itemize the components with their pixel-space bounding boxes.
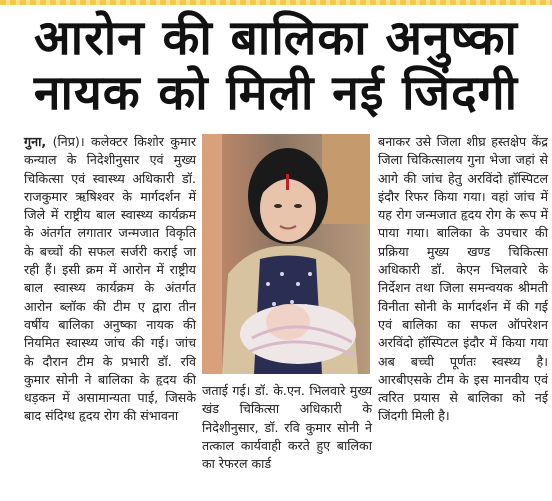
article-column-2: जताई गई। डॉ. के.एन. भिलवारे मुख्य खंड चिकित्सा अधिकारी के निदेशीनुसार, डॉ. रवि कुमार सोनी ने तत्काल कार्यवाही करते हुए बालिका का रेफरल कार्ड <box>202 383 372 472</box>
dateline-source: (निप्र)। <box>52 134 85 149</box>
article-column-3: बनाकर उसे जिला शीघ्र हस्तक्षेप केंद्र जिला चिकित्सालय गुना भेजा जहां से आगे की जांच हेतु अरविंदो हॉस्पिटल इंदौर रिफर किया गया। वहां जांच में यह रोग जन्मजात हृदय रोग के रूप में पाया गया। बालिका के उपचार की प्रक्रिया मुख्य खण्ड चिकित्सा अधिकारी डॉ. केएन भिलवारे के निर्देशन तथा जिला समन्वयक श्रीमती विनीता सोनी के मार्गदर्शन में की गई एवं बालिका का सफल ऑपरेशन अरविंदो हॉस्पिटल इंदौर में किया गया अब बच्ची पूर्णतः स्वस्थ्य है। आरबीएसके टीम के इस मानवीय एवं त्वरित प्रयास से बालिका को नई जिंदगी मिली है। <box>378 134 548 424</box>
top-decorative-strip <box>0 0 552 5</box>
column-1-text: कलेक्टर किशोर कुमार कन्याल के निदेशीनुसार एवं मुख्य चिकित्सा एवं स्वास्थ्य अधिकारी डॉ. राजकुमार ऋषिश्वर के मार्गदर्शन में जिले में राष्ट्रीय बाल स्वास्थ्य कार्यक्रम के अंतर्गत लगातार जन्मजात विकृति के बच्चों की सफल सर्जरी कराई जा रही हैं। इसी क्रम में आरोन में राष्ट्रीय बाल स्वास्थ्य कार्यक्रम के अंतर्गत आरोन ब्लॉक की टीम ए द्वारा तीन वर्षीय बालिका अनुष्का नायक की नियमित स्वास्थ्य जांच की गई। जांच के दौरान टीम के प्रभारी डॉ. रवि कुमार सोनी ने बालिका के हृदय की धड़कन में असामान्यता पाई, जिसके बाद संदिग्ध हृदय रोग की संभावना <box>24 134 196 424</box>
mother-and-baby-photo <box>202 134 370 374</box>
headline-line-2: नायक को मिली नई जिंदगी <box>33 65 519 121</box>
dateline <box>24 134 85 149</box>
headline-line-1: आरोन की बालिका अनुष्का <box>34 10 518 66</box>
dateline-place: गुना, <box>24 134 47 149</box>
article-photo <box>202 134 370 374</box>
article-column-1 <box>24 133 196 426</box>
